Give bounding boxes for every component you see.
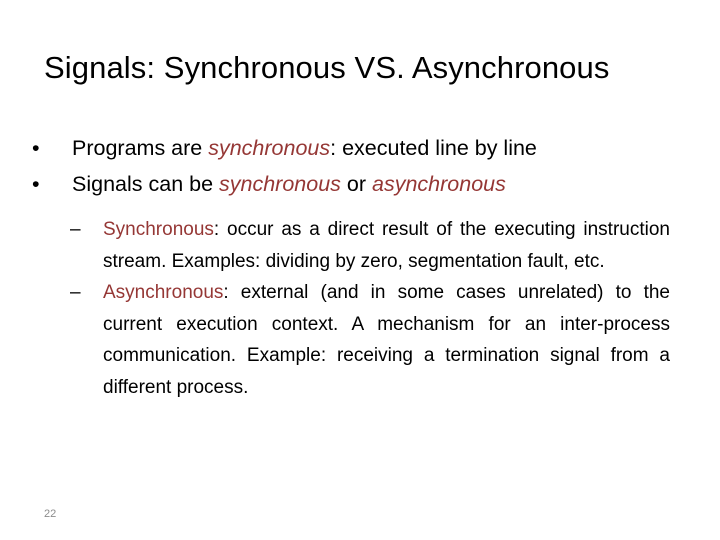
bullet-text: or (340, 172, 372, 196)
sub-bullet-item (70, 214, 670, 277)
sub-bullet-text: : external (and in some cases unrelated) to the current execution context. A mechanism for an inter-process communication. Example: receiving a termination signal from a different process. (103, 282, 670, 398)
bullet-emphasis: synchronous (208, 136, 331, 160)
sub-bullet-marker: – (70, 282, 81, 303)
bullet-text: Signals can be (72, 172, 220, 196)
page-number: 22 (44, 508, 57, 520)
bullet-emphasis: asynchronous (372, 172, 506, 196)
bullet-item (32, 130, 692, 166)
bullet-marker: • (32, 136, 40, 160)
sub-bullet-item (70, 277, 670, 403)
bullet-text: : executed line by line (330, 136, 537, 160)
sub-bullet-term: Synchronous (103, 219, 214, 240)
bullet-emphasis: synchronous (219, 172, 341, 196)
bullet-text: Programs are (72, 136, 209, 160)
sub-bullet-term: Asynchronous (103, 282, 224, 303)
bullet-marker: • (32, 172, 40, 196)
slide-title: Signals: Synchronous VS. Asynchronous (44, 50, 610, 85)
sub-bullet-marker: – (70, 219, 81, 240)
sub-bullet-text: : occur as a direct result of the executing instruction stream. Examples: dividing by zero, segmentation fault, etc. (103, 219, 670, 272)
bullet-list (32, 130, 692, 202)
sub-bullet-list (70, 214, 670, 403)
bullet-item (32, 166, 692, 202)
